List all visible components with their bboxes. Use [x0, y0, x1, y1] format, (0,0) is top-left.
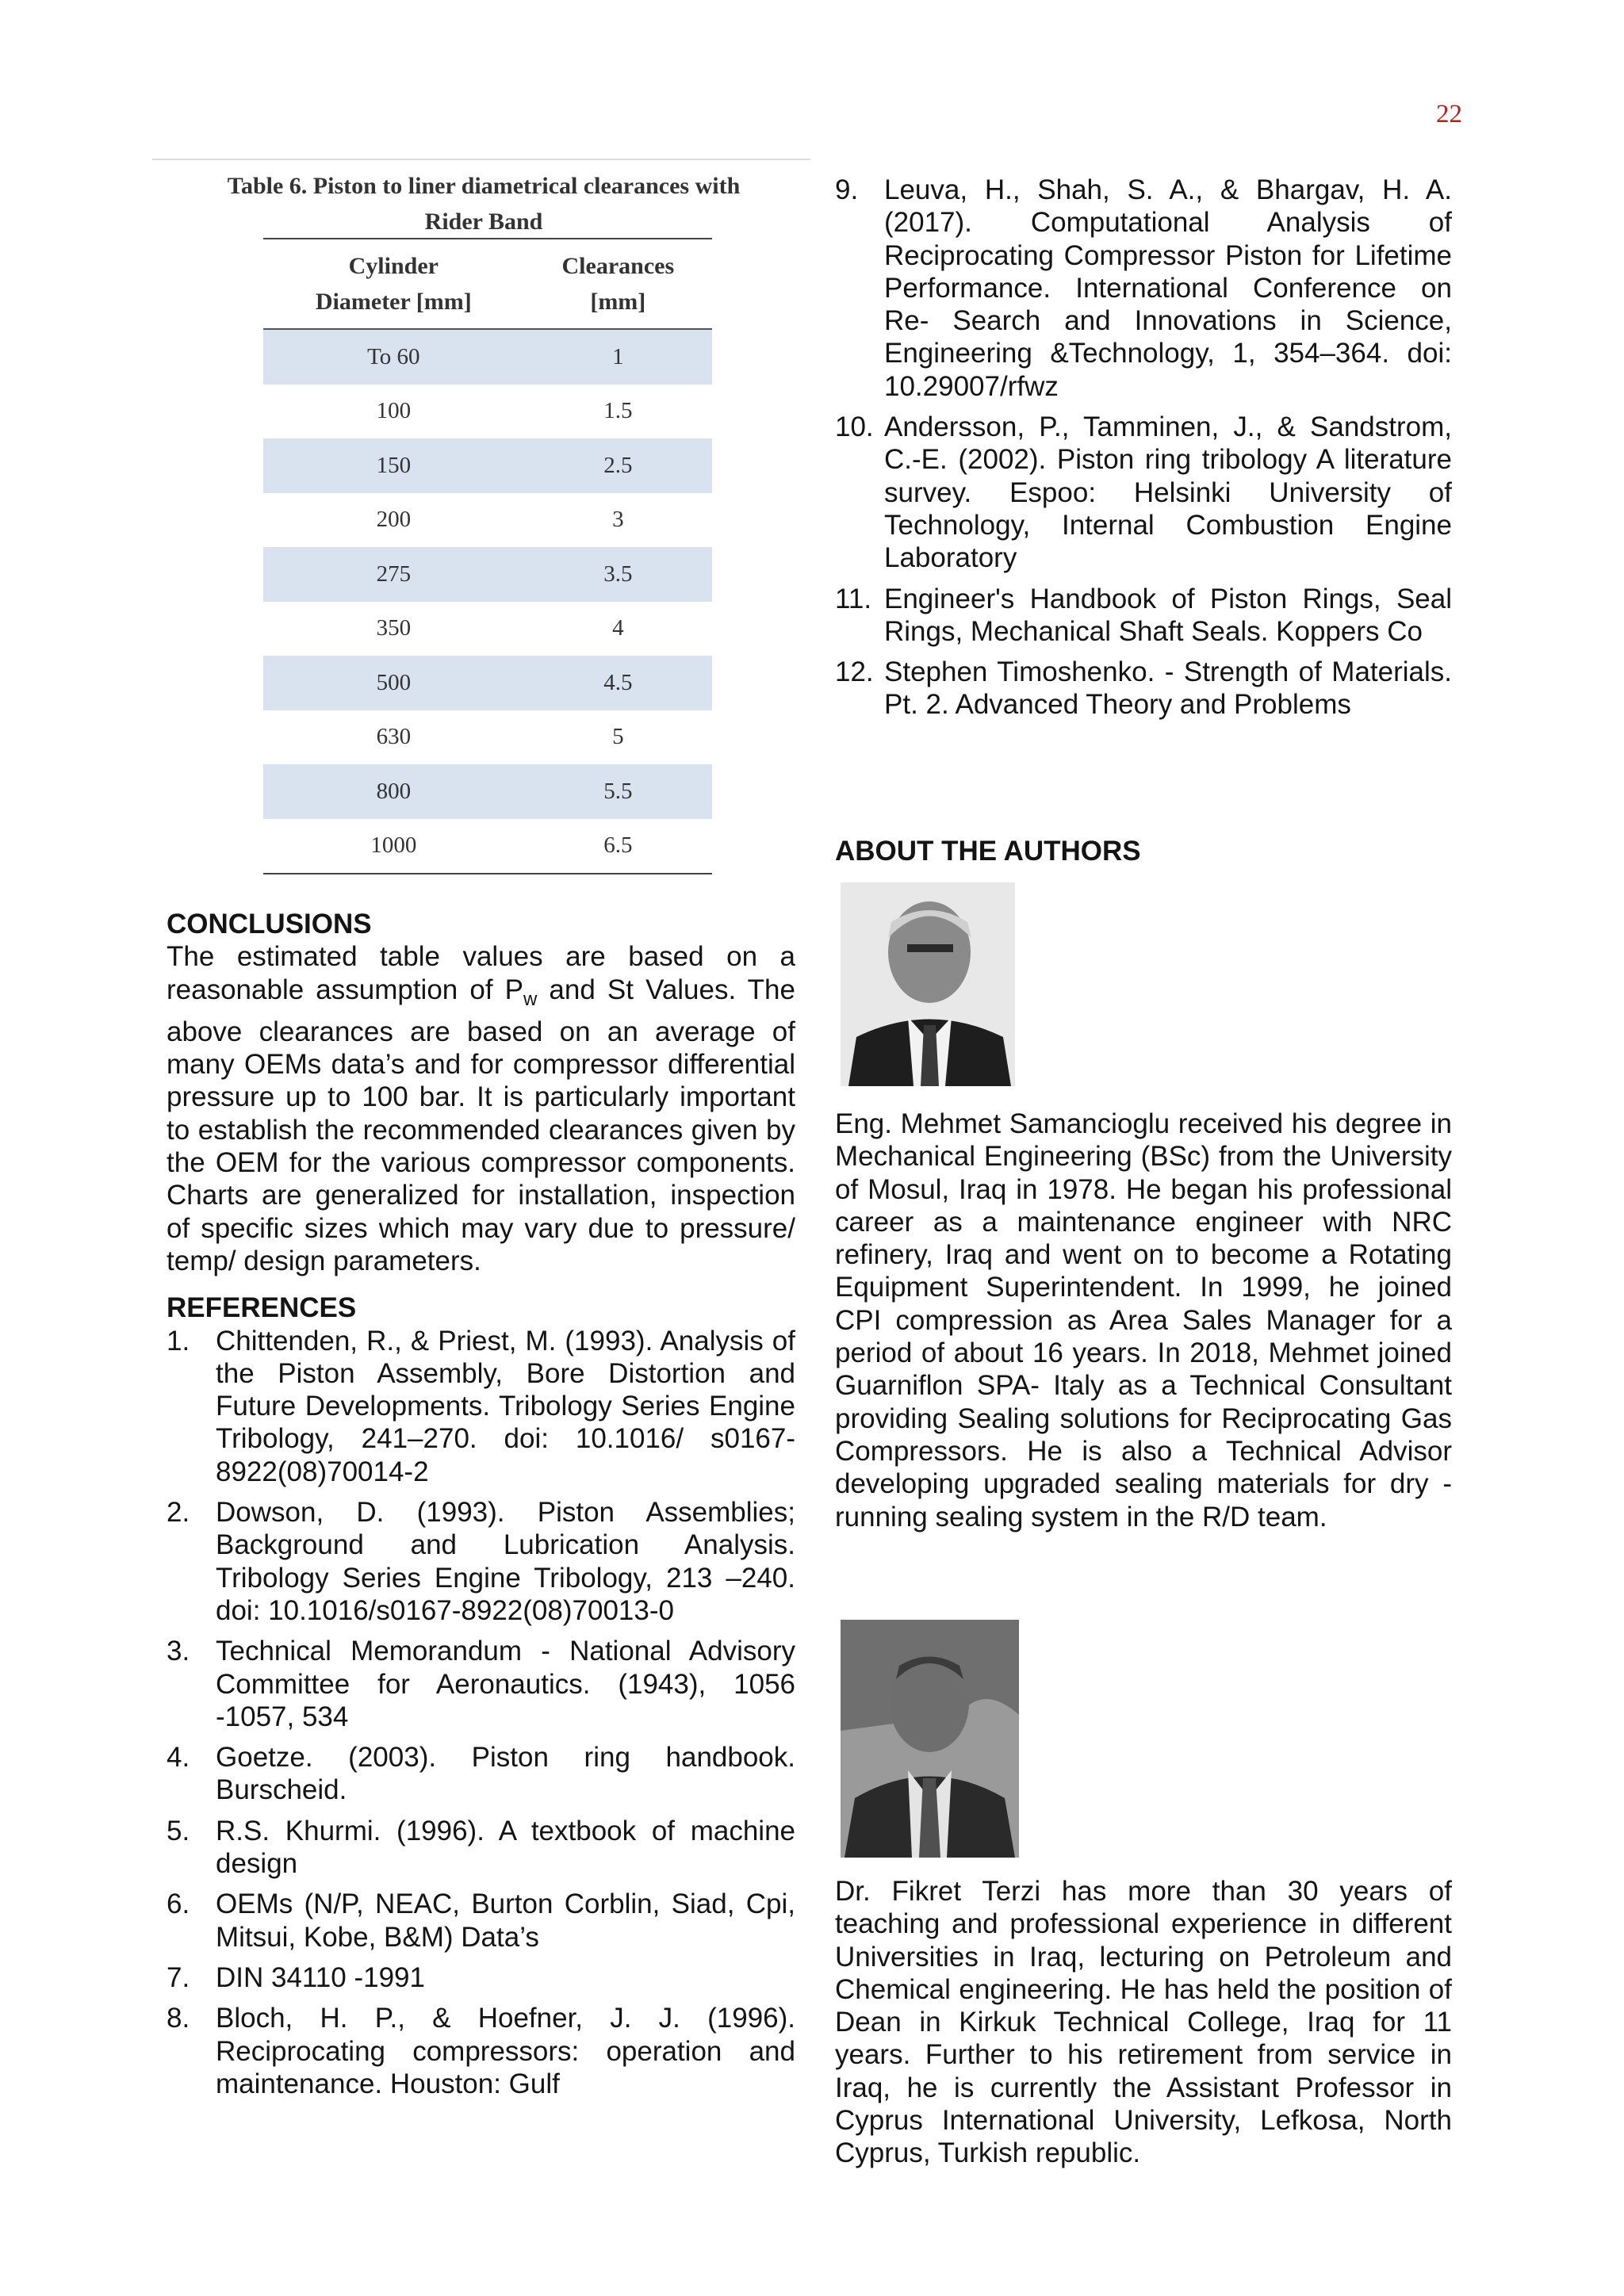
reference-item	[835, 583, 1452, 649]
references-list-right	[835, 174, 1452, 721]
diameter-cell: 630	[376, 724, 412, 750]
reference-number: 5.	[167, 1815, 190, 1846]
clearance-cell: 5.5	[524, 764, 712, 819]
author2-bio: Dr. Fikret Terzi has more than 30 years of teaching and professional experience in different Universities in Iraq, lecturing on Petroleum and Chemical engineering. He has held the position of Dean in Kirkuk Technical College, Iraq for 11 years. Further to his retirement from service in Iraq, he is currently the Assistant Professor in Cyprus International University, Lefkosa, North Cyprus, Turkish republic.	[835, 1876, 1452, 2169]
diameter-cell: 500	[263, 656, 524, 710]
table-top-rule	[152, 159, 810, 160]
author1-bio: Eng. Mehmet Samancioglu received his degree in Mechanical Engineering (BSc) from the University of Mosul, Iraq in 1978. He began his professional career as a maintenance engineer with NRC refinery, Iraq and went on to become a Rotating Equipment Superintendent. In 1999, he joined CPI compression as Area Sales Manager for a period of about 16 years. In 2018, Mehmet joined Guarniflon SPA- Italy as a Technical Consultant providing Sealing solutions for Reciprocating Gas Compressors. He is also a Technical Advisor developing upgraded sealing materials for dry -running sealing system in the R/D team.	[835, 1108, 1452, 1533]
reference-text: Stephen Timoshenko. - Strength of Materials. Pt. 2. Advanced Theory and Problems	[884, 656, 1452, 721]
clearances-table	[263, 238, 712, 874]
reference-number: 11.	[835, 583, 872, 614]
table-caption-line1: Table 6. Piston to liner diametrical clearances with	[227, 173, 741, 199]
reference-item	[835, 174, 1452, 403]
table-row	[263, 764, 712, 819]
about-authors-heading: ABOUT THE AUTHORS	[835, 836, 1141, 867]
reference-number: 6.	[167, 1888, 190, 1920]
reference-text: Goetze. (2003). Piston ring handbook. Burscheid.	[216, 1742, 795, 1806]
table-row	[263, 602, 712, 656]
reference-number: 10.	[835, 411, 874, 443]
right-column-references	[835, 174, 1452, 729]
reference-text: DIN 34110 -1991	[216, 1961, 425, 1993]
diameter-cell: 100	[376, 398, 412, 424]
column-header-diameter	[263, 239, 524, 329]
clearance-cell: 1	[524, 329, 712, 385]
reference-item	[167, 1961, 795, 1994]
table-row	[263, 385, 712, 439]
reference-item	[167, 1635, 795, 1733]
reference-item	[167, 1325, 795, 1488]
column-header-clearance	[524, 239, 712, 329]
reference-item	[167, 1815, 795, 1881]
reference-item	[835, 656, 1452, 721]
author1-bio-block	[835, 1108, 1452, 1533]
clearance-cell: 2.5	[524, 438, 712, 493]
diameter-cell: 275	[263, 547, 524, 602]
diameter-cell: To 60	[263, 329, 524, 385]
references-list-left	[167, 1325, 795, 2101]
table-row	[263, 547, 712, 602]
clearance-cell: 1.5	[603, 398, 633, 424]
reference-number: 2.	[167, 1497, 190, 1529]
reference-text: Bloch, H. P., & Hoefner, J. J. (1996). Reciprocating compressors: operation and maintenance. Houston: Gulf	[216, 2003, 795, 2099]
diameter-cell: 350	[376, 615, 412, 641]
reference-number: 4.	[167, 1742, 190, 1774]
reference-text: Chittenden, R., & Priest, M. (1993). Analysis of the Piston Assembly, Bore Distortion and Future Developments. Tribology Series Engine Tribology, 241–270. doi: 10.1016/ s0167-8922(08)70014-2	[216, 1325, 795, 1487]
reference-text: R.S. Khurmi. (1996). A textbook of machine design	[216, 1815, 795, 1880]
page-number: 22	[1436, 100, 1462, 128]
conclusions-text-part1: The estimated table values are based on a reasonable assumption of P	[167, 941, 795, 1005]
reference-text: Leuva, H., Shah, S. A., & Bhargav, H. A. (2017). Computational Analysis of Reciprocating Compressor Piston for Lifetime Performance. International Conference on Re- Search and Innovations in Science, Engineering &Technology, 1, 354–364. doi: 10.29007/rfwz	[884, 174, 1452, 402]
reference-item	[835, 411, 1452, 574]
clearance-header-line1: Clearances	[561, 253, 675, 279]
reference-text: Engineer's Handbook of Piston Rings, Seal Rings, Mechanical Shaft Seals. Koppers Co	[884, 583, 1452, 647]
table-caption	[174, 168, 793, 239]
references-heading: REFERENCES	[167, 1292, 357, 1324]
reference-number: 8.	[167, 2003, 190, 2034]
clearance-cell: 6.5	[603, 832, 633, 859]
conclusions-text-part2: and St Values. The above clearances are based on an average of many OEMs data’s and for compressor differential pressure up to 100 bar. It is particularly important to establish the recommended clearances given by the OEM for the various compressor components. Charts are generalized for installation, inspection of specific sizes which may vary due to pressure/ temp/ design parameters.	[167, 974, 795, 1276]
table-header-row	[263, 239, 712, 329]
left-column	[167, 908, 795, 2108]
reference-number: 12.	[835, 656, 874, 688]
conclusions-subscript: w	[523, 988, 538, 1010]
author2-bio-block	[835, 1875, 1452, 2170]
reference-item	[167, 2002, 795, 2100]
clearance-cell: 5	[612, 724, 624, 750]
clearance-cell: 3	[612, 507, 624, 533]
table-caption-line2: Rider Band	[424, 209, 543, 235]
author1-photo	[841, 882, 1015, 1086]
diameter-cell: 200	[376, 507, 412, 533]
diameter-header-line1: Cylinder	[348, 253, 439, 279]
reference-text: Andersson, P., Tamminen, J., & Sandstrom, C.-E. (2002). Piston ring tribology A literature survey. Espoo: Helsinki University of Technology, Internal Combustion Engine Laboratory	[884, 411, 1452, 574]
table-row	[263, 438, 712, 493]
conclusions-text	[167, 940, 795, 1277]
reference-item	[167, 1888, 795, 1954]
reference-text: Dowson, D. (1993). Piston Assemblies; Background and Lubrication Analysis. Tribology Series Engine Tribology, 213 –240. doi: 10.1016/s0167-8922(08)70013-0	[216, 1497, 795, 1626]
diameter-cell: 150	[263, 438, 524, 493]
clearance-cell: 3.5	[524, 547, 712, 602]
reference-text: Technical Memorandum - National Advisory Committee for Aeronautics. (1943), 1056 -1057, 534	[216, 1636, 795, 1732]
table-row	[263, 493, 712, 548]
diameter-cell: 1000	[370, 832, 417, 859]
reference-number: 7.	[167, 1961, 190, 1993]
reference-item	[167, 1496, 795, 1627]
author2-photo	[841, 1620, 1019, 1858]
table-row	[263, 329, 712, 385]
clearance-cell: 4.5	[524, 656, 712, 710]
reference-number: 1.	[167, 1325, 190, 1357]
clearance-cell: 4	[612, 615, 624, 641]
reference-number: 9.	[835, 174, 859, 205]
reference-text: OEMs (N/P, NEAC, Burton Corblin, Siad, Cpi, Mitsui, Kobe, B&M) Data’s	[216, 1888, 795, 1953]
reference-number: 3.	[167, 1636, 190, 1667]
reference-item	[167, 1741, 795, 1807]
clearance-header-line2: [mm]	[590, 289, 646, 315]
diameter-header-line2: Diameter [mm]	[315, 289, 472, 315]
table-row	[263, 819, 712, 874]
table-row	[263, 710, 712, 765]
table-row	[263, 656, 712, 710]
conclusions-heading: CONCLUSIONS	[167, 909, 372, 939]
diameter-cell: 800	[263, 764, 524, 819]
